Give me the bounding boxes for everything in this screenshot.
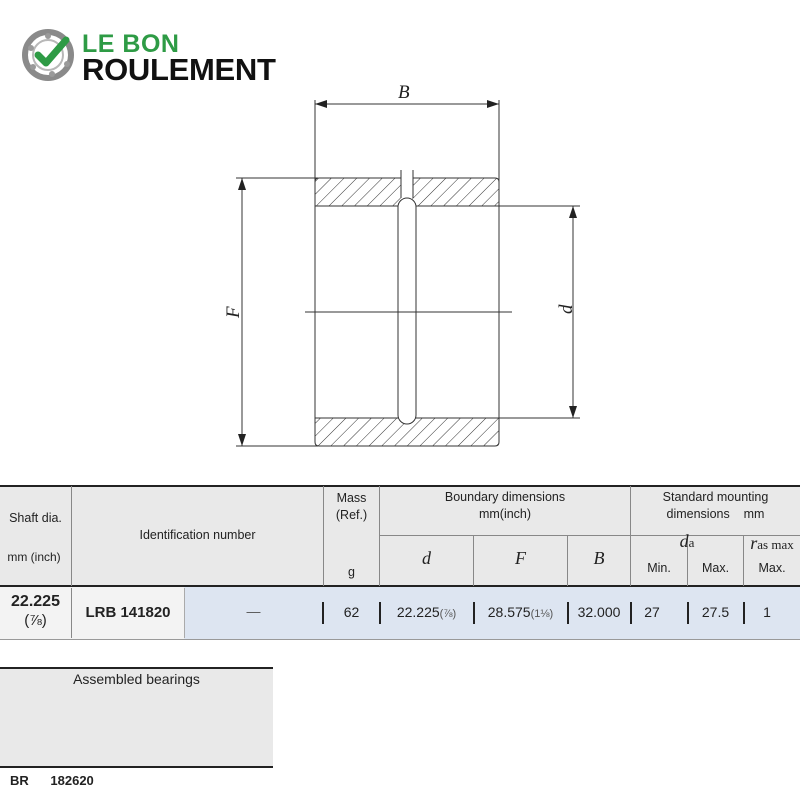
header-min: Min.: [647, 561, 671, 575]
specification-table: [0, 486, 800, 640]
assembled-bearings-title: Assembled bearings: [73, 671, 200, 687]
row-shaft-mm: 22.225: [11, 593, 60, 610]
row-mass: 62: [343, 604, 360, 620]
assembled-number: 182620: [50, 773, 94, 788]
header-max2: Max.: [758, 561, 786, 575]
row-d: 22.225(⅞): [396, 604, 457, 620]
header-mounting: Standard mounting: [662, 490, 769, 504]
header-col-d: d: [422, 548, 431, 568]
row-r-max: 1: [763, 604, 771, 620]
header-boundary-unit: mm(inch): [478, 507, 532, 521]
header-boundary: Boundary dimensions: [444, 490, 566, 504]
label-b: B: [398, 82, 410, 103]
header-col-f: F: [515, 548, 526, 568]
row-da-min: 27: [644, 604, 660, 620]
header-r: ras max: [750, 533, 794, 553]
header-da: da: [679, 531, 695, 551]
header-col-b: B: [593, 548, 605, 568]
logo-text-bottom: ROULEMENT: [82, 52, 276, 87]
assembled-prefix: BR: [10, 773, 29, 788]
header-identification: Identification number: [139, 528, 256, 542]
label-d: d: [556, 304, 577, 314]
dimension-f: [223, 178, 318, 446]
header-mass-unit: g: [348, 565, 355, 579]
header-mass: Mass (Ref.): [335, 491, 368, 522]
assembled-bearings-row: [10, 773, 94, 788]
row-f: 28.575(1⅛): [487, 604, 554, 620]
row-identification-alt: —: [246, 603, 261, 619]
header-shaft-unit: mm (inch): [7, 550, 61, 564]
header-shaft-dia: Shaft dia.: [9, 511, 62, 525]
row-da-max: 27.5: [701, 604, 730, 620]
bearing-body: [305, 170, 512, 446]
row-identification: LRB 141820: [85, 604, 171, 621]
logo-text-top: LE BON: [82, 30, 180, 58]
header-max: Max.: [701, 561, 730, 575]
row-b: 32.000: [577, 604, 621, 620]
label-f: F: [223, 306, 244, 318]
header-mounting-unit: dimensions mm: [666, 507, 765, 521]
row-shaft-inch: (⅞): [24, 612, 47, 629]
